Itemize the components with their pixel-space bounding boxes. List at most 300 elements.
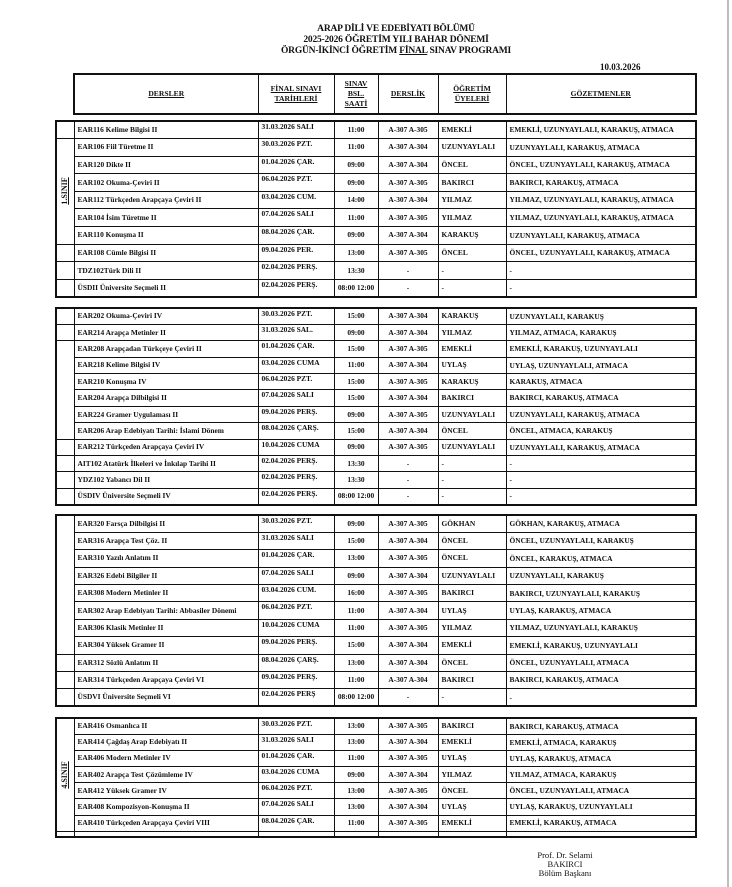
exam-date-cell: 07.04.2026 SALI <box>258 390 334 406</box>
instructor-cell: KARAKUŞ <box>438 227 506 245</box>
header-table <box>73 73 697 115</box>
course-cell: EAR308 Modern Metinler II <box>74 585 258 602</box>
proctors-cell: EMEKLİ, KARAKUŞ, UZUNYAYLALI <box>506 637 696 654</box>
table-row <box>56 324 696 340</box>
exam-date-cell: 03.04.2026 CUM. <box>258 585 334 602</box>
class-label-cell <box>56 341 74 439</box>
title-line-1: ARAP DİLİ VE EDEBİYATI BÖLÜMÜ <box>317 24 475 34</box>
room-cell: - <box>378 456 438 472</box>
room-cell: A-307 A-304 <box>378 734 438 750</box>
start-time-cell: 11:00 <box>334 209 378 227</box>
table-row <box>56 637 696 654</box>
course-cell: EAR412 Yüksek Gramer IV <box>74 783 258 799</box>
instructor-cell: - <box>438 488 506 504</box>
instructor-cell: UYLAŞ <box>438 750 506 766</box>
room-cell: A-307 A-304 <box>378 324 438 340</box>
instructor-cell: ÖNCEL <box>438 654 506 671</box>
instructor-cell: EMEKLİ <box>438 637 506 654</box>
instructor-cell: YILMAZ <box>438 209 506 227</box>
proctors-cell: GÖKHAN, KARAKUŞ, ATMACA <box>506 515 696 532</box>
table-row <box>56 191 696 209</box>
room-cell: - <box>378 689 438 706</box>
instructor-cell: UYLAŞ <box>438 799 506 815</box>
proctors-cell: ÖNCEL, UZUNYAYLALI, ATMACA <box>506 654 696 671</box>
exam-date-cell: 02.04.2026 PERŞ. <box>258 456 334 472</box>
class-label-cell <box>56 139 74 245</box>
exam-date-cell: 10.04.2026 CUMA <box>258 439 334 455</box>
start-time-cell: 09:00 <box>334 174 378 192</box>
class-label-cell <box>56 308 74 324</box>
table-row <box>56 121 696 139</box>
class-label-cell <box>56 121 74 139</box>
course-cell: EAR314 Türkçeden Arapçaya Çeviri VI <box>74 672 258 689</box>
exam-date-cell <box>258 831 334 837</box>
instructor-cell: KARAKUŞ <box>438 374 506 390</box>
course-cell: TDZ102Türk Dili II <box>74 262 258 280</box>
proctors-cell: UZUNYAYLALI, KARAKUŞ <box>506 308 696 324</box>
class-label-cell <box>56 672 74 689</box>
table-row <box>56 308 696 324</box>
course-cell: EAR218 Kelime Bilgisi IV <box>74 357 258 373</box>
instructor-cell: UZUNYAYLALI <box>438 567 506 584</box>
room-cell: A-307 A-304 <box>378 637 438 654</box>
room-cell: - <box>378 262 438 280</box>
course-cell: EAR202 Okuma-Çeviri IV <box>74 308 258 324</box>
start-time-cell: 08:00 12:00 <box>334 689 378 706</box>
course-cell: EAR110 Konuşma II <box>74 227 258 245</box>
instructor-cell: ÖNCEL <box>438 532 506 549</box>
instructor-cell: YILMAZ <box>438 767 506 783</box>
room-cell: A-307 A-305 <box>378 174 438 192</box>
instructor-cell <box>438 831 506 837</box>
exam-date-cell: 02.04.2026 PERŞ <box>258 689 334 706</box>
col-instructors: ÖĞRETİM ÜYELERİ <box>438 74 506 114</box>
class-label-cell <box>56 262 74 280</box>
proctors-cell: ÖNCEL, ATMACA, KARAKUŞ <box>506 423 696 439</box>
course-cell: EAR206 Arap Edebiyatı Tarihi: İslami Dönem <box>74 423 258 439</box>
start-time-cell: 11:00 <box>334 357 378 373</box>
table-row <box>56 174 696 192</box>
start-time-cell: 08:00 12:00 <box>334 279 378 297</box>
instructor-cell: - <box>438 472 506 488</box>
start-time-cell: 11:00 <box>334 139 378 157</box>
table-row <box>56 767 696 783</box>
class-label-cell <box>56 689 74 706</box>
start-time-cell: 13:00 <box>334 550 378 567</box>
proctors-cell: YILMAZ, UZUNYAYLALI, KARAKUŞ, ATMACA <box>506 191 696 209</box>
class-label-cell <box>56 279 74 297</box>
proctors-cell: BAKIRCI, KARAKUŞ, ATMACA <box>506 174 696 192</box>
room-cell: A-307 A-305 <box>378 341 438 357</box>
exam-date-cell: 09.04.2026 PERŞ. <box>258 637 334 654</box>
section-1-table <box>55 120 697 298</box>
table-row <box>56 139 696 157</box>
instructor-cell: YILMAZ <box>438 324 506 340</box>
start-time-cell <box>334 831 378 837</box>
title-line-2: 2025-2026 ÖĞRETİM YILI BAHAR DÖNEMİ <box>303 35 489 45</box>
course-cell: EAR106 Fiil Türetme II <box>74 139 258 157</box>
exam-date-cell: 09.04.2026 PER. <box>258 244 334 262</box>
instructor-cell: ÖNCEL <box>438 156 506 174</box>
exam-date-cell: 30.03.2026 PZT. <box>258 139 334 157</box>
course-cell: ÜSDII Üniversite Seçmeli II <box>74 279 258 297</box>
table-row <box>56 244 696 262</box>
start-time-cell: 11:00 <box>334 602 378 619</box>
course-cell: EAR416 Osmanlıca II <box>74 718 258 734</box>
start-time-cell: 09:00 <box>334 406 378 422</box>
section-3-table <box>55 514 697 707</box>
proctors-cell: EMEKLİ, KARAKUŞ, ATMACA <box>506 815 696 831</box>
class-label: 1.SINIF <box>60 177 70 206</box>
start-time-cell: 11:00 <box>334 619 378 636</box>
start-time-cell: 14:00 <box>334 191 378 209</box>
exam-date-cell: 09.04.2026 PERŞ. <box>258 672 334 689</box>
exam-date-cell: 08.04.2026 ÇAR. <box>258 815 334 831</box>
room-cell: A-307 A-304 <box>378 156 438 174</box>
class-label-cell <box>56 718 74 831</box>
signature-title: Bölüm Başkanı <box>538 868 592 878</box>
table-row <box>56 550 696 567</box>
room-cell: - <box>378 279 438 297</box>
start-time-cell: 08:00 12:00 <box>334 488 378 504</box>
room-cell: A-307 A-305 <box>378 209 438 227</box>
instructor-cell: - <box>438 279 506 297</box>
room-cell: A-307 A-305 <box>378 718 438 734</box>
instructor-cell: UYLAŞ <box>438 357 506 373</box>
table-row <box>56 227 696 245</box>
proctors-cell: UZUNYAYLALI, KARAKUŞ, ATMACA <box>506 139 696 157</box>
exam-date-cell: 06.04.2026 PZT. <box>258 174 334 192</box>
course-cell: EAR414 Çağdaş Arap Edebiyatı II <box>74 734 258 750</box>
proctors-cell: YILMAZ, UZUNYAYLALI, KARAKUŞ, ATMACA <box>506 209 696 227</box>
proctors-cell: EMEKLİ, UZUNYAYLALI, KARAKUŞ, ATMACA <box>506 121 696 139</box>
table-row <box>56 799 696 815</box>
signature <box>520 851 610 878</box>
room-cell: A-307 A-304 <box>378 767 438 783</box>
section-2-table <box>55 307 697 506</box>
instructor-cell: EMEKLİ <box>438 121 506 139</box>
room-cell: A-307 A-304 <box>378 191 438 209</box>
exam-date-cell: 07.04.2026 SALI <box>258 209 334 227</box>
exam-date-cell: 02.04.2026 PERŞ. <box>258 262 334 280</box>
instructor-cell: EMEKLİ <box>438 341 506 357</box>
room-cell: A-307 A-304 <box>378 672 438 689</box>
table-row <box>56 831 696 837</box>
start-time-cell: 15:00 <box>334 423 378 439</box>
proctors-cell: UYLAŞ, KARAKUŞ, UZUNYAYLALI <box>506 799 696 815</box>
room-cell: A-307 A-304 <box>378 308 438 324</box>
start-time-cell: 15:00 <box>334 390 378 406</box>
table-row <box>56 472 696 488</box>
proctors-cell: ÖNCEL, UZUNYAYLALI, ATMACA <box>506 783 696 799</box>
class-label-cell <box>56 654 74 671</box>
table-row <box>56 585 696 602</box>
room-cell: A-307 A-305 <box>378 550 438 567</box>
room-cell: - <box>378 472 438 488</box>
instructor-cell: ÖNCEL <box>438 244 506 262</box>
start-time-cell: 11:00 <box>334 815 378 831</box>
col-exam-date: FİNAL SINAVI TARİHLERİ <box>258 74 334 114</box>
room-cell: A-307 A-305 <box>378 374 438 390</box>
proctors-cell: - <box>506 262 696 280</box>
course-cell: EAR304 Yüksek Gramer II <box>74 637 258 654</box>
instructor-cell: EMEKLİ <box>438 815 506 831</box>
instructor-cell: ÖNCEL <box>438 550 506 567</box>
room-cell: A-307 A-304 <box>378 567 438 584</box>
exam-date-cell: 06.04.2026 PZT. <box>258 374 334 390</box>
col-room: DERSLİK <box>378 74 438 114</box>
proctors-cell: UZUNYAYLALI, KARAKUŞ <box>506 567 696 584</box>
exam-date-cell: 31.03.2026 SAL. <box>258 324 334 340</box>
course-cell <box>74 831 258 837</box>
table-row <box>56 654 696 671</box>
table-row <box>56 532 696 549</box>
class-label-cell <box>56 244 74 262</box>
room-cell: A-307 A-305 <box>378 815 438 831</box>
room-cell: A-307 A-304 <box>378 357 438 373</box>
exam-date-cell: 31.03.2026 SALI <box>258 532 334 549</box>
table-row <box>56 602 696 619</box>
start-time-cell: 09:00 <box>334 324 378 340</box>
instructor-cell: ÖNCEL <box>438 783 506 799</box>
instructor-cell: BAKIRCI <box>438 585 506 602</box>
room-cell: A-307 A-305 <box>378 515 438 532</box>
instructor-cell: KARAKUŞ <box>438 308 506 324</box>
instructor-cell: GÖKHAN <box>438 515 506 532</box>
table-row <box>56 262 696 280</box>
class-label-cell <box>56 439 74 455</box>
class-label-cell <box>56 324 74 340</box>
proctors-cell: UYLAŞ, KARAKUŞ, ATMACA <box>506 750 696 766</box>
course-cell: EAR102 Okuma-Çeviri II <box>74 174 258 192</box>
start-time-cell: 11:00 <box>334 750 378 766</box>
table-row <box>56 718 696 734</box>
start-time-cell: 09:00 <box>334 227 378 245</box>
proctors-cell: ÖNCEL, UZUNYAYLALI, KARAKUŞ <box>506 532 696 549</box>
room-cell: A-307 A-304 <box>378 654 438 671</box>
room-cell: A-307 A-305 <box>378 439 438 455</box>
course-cell: EAR120 Dikte II <box>74 156 258 174</box>
exam-date-cell: 30.03.2026 PZT. <box>258 515 334 532</box>
table-row <box>56 423 696 439</box>
start-time-cell: 13:30 <box>334 472 378 488</box>
start-time-cell: 11:00 <box>334 121 378 139</box>
course-cell: EAR320 Farsça Dilbilgisi II <box>74 515 258 532</box>
table-row <box>56 406 696 422</box>
exam-date-cell: 08.04.2026 ÇARŞ. <box>258 423 334 439</box>
room-cell: A-307 A-305 <box>378 783 438 799</box>
table-row <box>56 279 696 297</box>
table-row <box>56 374 696 390</box>
proctors-cell: ÖNCEL, UZUNYAYLALI, KARAKUŞ, ATMACA <box>506 156 696 174</box>
exam-date-cell: 06.04.2026 PZT. <box>258 602 334 619</box>
room-cell: - <box>378 488 438 504</box>
instructor-cell: YILMAZ <box>438 619 506 636</box>
course-cell: EAR214 Arapça Metinler II <box>74 324 258 340</box>
instructor-cell: UZUNYAYLALI <box>438 439 506 455</box>
exam-date-cell: 09.04.2026 PERŞ. <box>258 406 334 422</box>
start-time-cell: 13:00 <box>334 244 378 262</box>
start-time-cell: 15:00 <box>334 637 378 654</box>
table-row <box>56 156 696 174</box>
signature-name: Prof. Dr. Selami BAKIRCI <box>537 850 593 869</box>
exam-date-cell: 03.04.2026 CUMA <box>258 357 334 373</box>
room-cell: A-307 A-304 <box>378 139 438 157</box>
start-time-cell: 13:30 <box>334 456 378 472</box>
section-4-table <box>55 717 697 838</box>
proctors-cell: YILMAZ, ATMACA, KARAKUŞ <box>506 324 696 340</box>
start-time-cell: 13:00 <box>334 783 378 799</box>
exam-date-cell: 03.04.2026 CUM. <box>258 191 334 209</box>
proctors-cell: UYLAŞ, KARAKUŞ, ATMACA <box>506 602 696 619</box>
room-cell: A-307 A-305 <box>378 750 438 766</box>
course-cell: ÜSDIV Üniversite Seçmeli IV <box>74 488 258 504</box>
course-cell: EAR310 Yazılı Anlatım II <box>74 550 258 567</box>
instructor-cell: - <box>438 262 506 280</box>
instructor-cell: UZUNYAYLALI <box>438 139 506 157</box>
proctors-cell: UZUNYAYLALI, KARAKUŞ, ATMACA <box>506 227 696 245</box>
course-cell: EAR410 Türkçeden Arapçaya Çeviri VIII <box>74 815 258 831</box>
col-proctors: GÖZETMENLER <box>506 74 696 114</box>
instructor-cell: UZUNYAYLALI <box>438 406 506 422</box>
exam-date-cell: 07.04.2026 SALI <box>258 799 334 815</box>
exam-date-cell: 01.04.2026 ÇAR. <box>258 156 334 174</box>
exam-date-cell: 10.04.2026 CUMA <box>258 619 334 636</box>
room-cell: A-307 A-304 <box>378 602 438 619</box>
course-cell: EAR104 İsim Türetme II <box>74 209 258 227</box>
proctors-cell: EMEKLİ, ATMACA, KARAKUŞ <box>506 734 696 750</box>
start-time-cell: 09:00 <box>334 767 378 783</box>
proctors-cell: BAKIRCI, UZUNYAYLALI, KARAKUŞ <box>506 585 696 602</box>
room-cell: A-307 A-304 <box>378 532 438 549</box>
proctors-cell: - <box>506 488 696 504</box>
table-row <box>56 734 696 750</box>
start-time-cell: 15:00 <box>334 308 378 324</box>
course-cell: EAR406 Modern Metinler IV <box>74 750 258 766</box>
title-pre: ÖRGÜN-İKİNCİ ÖĞRETİM <box>280 46 400 56</box>
table-row <box>56 488 696 504</box>
document-date: 10.03.2026 <box>600 62 641 72</box>
room-cell: A-307 A-305 <box>378 121 438 139</box>
exam-date-cell: 31.03.2026 SALI <box>258 121 334 139</box>
course-cell: EAR402 Arapça Test Çözümleme IV <box>74 767 258 783</box>
proctors-cell: ÖNCEL, UZUNYAYLALI, KARAKUŞ, ATMACA <box>506 244 696 262</box>
table-row <box>56 567 696 584</box>
start-time-cell: 15:00 <box>334 374 378 390</box>
instructor-cell: ÖNCEL <box>438 423 506 439</box>
start-time-cell: 09:00 <box>334 439 378 455</box>
class-label-cell <box>56 456 74 472</box>
room-cell: A-307 A-304 <box>378 423 438 439</box>
course-cell: EAR212 Türkçeden Arapçaya Çeviri IV <box>74 439 258 455</box>
start-time-cell: 09:00 <box>334 515 378 532</box>
table-row <box>56 341 696 357</box>
course-cell: YDZ102 Yabancı Dil II <box>74 472 258 488</box>
table-row <box>56 672 696 689</box>
class-label-cell <box>56 472 74 488</box>
page-edge <box>727 0 729 887</box>
class-label-cell <box>56 488 74 504</box>
start-time-cell: 13:00 <box>334 654 378 671</box>
class-label-cell <box>56 515 74 654</box>
room-cell: A-307 A-305 <box>378 619 438 636</box>
room-cell <box>378 831 438 837</box>
proctors-cell: BAKIRCI, KARAKUŞ, ATMACA <box>506 390 696 406</box>
proctors-cell: YILMAZ, UZUNYAYLALI, KARAKUŞ <box>506 619 696 636</box>
title-line-3 <box>60 46 732 57</box>
col-courses: DERSLER <box>74 74 258 114</box>
course-cell: EAR112 Türkçeden Arapçaya Çeviri II <box>74 191 258 209</box>
table-row <box>56 209 696 227</box>
start-time-cell: 16:00 <box>334 585 378 602</box>
exam-date-cell: 01.04.2026 ÇAR. <box>258 341 334 357</box>
exam-date-cell: 02.04.2026 PERŞ. <box>258 279 334 297</box>
table-row <box>56 390 696 406</box>
proctors-cell: - <box>506 472 696 488</box>
exam-date-cell: 01.04.2026 ÇAR. <box>258 550 334 567</box>
start-time-cell: 09:00 <box>334 567 378 584</box>
table-row <box>56 750 696 766</box>
proctors-cell: BAKIRCI, KARAKUŞ, ATMACA <box>506 718 696 734</box>
start-time-cell: 15:00 <box>334 341 378 357</box>
table-row <box>56 439 696 455</box>
start-time-cell: 13:00 <box>334 734 378 750</box>
table-row <box>56 515 696 532</box>
course-cell: EAR224 Gramer Uygulaması II <box>74 406 258 422</box>
course-cell: AIT102 Atatürk İlkeleri ve İnkılap Tarihi II <box>74 456 258 472</box>
room-cell: A-307 A-304 <box>378 227 438 245</box>
instructor-cell: YILMAZ <box>438 191 506 209</box>
class-label-cell <box>56 831 74 837</box>
proctors-cell: EMEKLİ, KARAKUŞ, UZUNYAYLALI <box>506 341 696 357</box>
proctors-cell: - <box>506 456 696 472</box>
title-final: FİNAL <box>399 46 428 56</box>
start-time-cell: 09:00 <box>334 156 378 174</box>
proctors-cell: UZUNYAYLALI, KARAKUŞ, ATMACA <box>506 439 696 455</box>
start-time-cell: 11:00 <box>334 672 378 689</box>
exam-date-cell: 02.04.2026 PERŞ. <box>258 488 334 504</box>
instructor-cell: UYLAŞ <box>438 602 506 619</box>
exam-date-cell: 30.03.2026 PZT. <box>258 718 334 734</box>
start-time-cell: 15:00 <box>334 532 378 549</box>
title-post: SINAV PROGRAMI <box>427 46 512 56</box>
exam-date-cell: 31.03.2026 SALI <box>258 734 334 750</box>
proctors-cell: - <box>506 689 696 706</box>
table-row <box>56 783 696 799</box>
course-cell: EAR316 Arapça Test Çöz. II <box>74 532 258 549</box>
proctors-cell: - <box>506 279 696 297</box>
course-cell: EAR326 Edebi Bilgiler II <box>74 567 258 584</box>
col-start-time: SINAV BSL. SAATİ <box>334 74 378 114</box>
instructor-cell: BAKIRCI <box>438 718 506 734</box>
proctors-cell: KARAKUŞ, ATMACA <box>506 374 696 390</box>
exam-date-cell: 08.04.2026 ÇAR. <box>258 227 334 245</box>
table-row <box>56 456 696 472</box>
start-time-cell: 13:00 <box>334 718 378 734</box>
exam-date-cell: 07.04.2026 SALI <box>258 567 334 584</box>
table-row <box>56 815 696 831</box>
room-cell: A-307 A-305 <box>378 406 438 422</box>
proctors-cell: BAKIRCI, KARAKUŞ, ATMACA <box>506 672 696 689</box>
class-label: 4.SINIF <box>60 761 70 789</box>
exam-date-cell: 30.03.2026 PZT. <box>258 308 334 324</box>
start-time-cell: 13:00 <box>334 799 378 815</box>
start-time-cell: 13:30 <box>334 262 378 280</box>
proctors-cell: UYLAŞ, UZUNYAYLALI, ATMACA <box>506 357 696 373</box>
course-cell: ÜSDVI Üniversite Seçmeli VI <box>74 689 258 706</box>
course-cell: EAR108 Cümle Bilgisi II <box>74 244 258 262</box>
course-cell: EAR116 Kelime Bilgisi II <box>74 121 258 139</box>
